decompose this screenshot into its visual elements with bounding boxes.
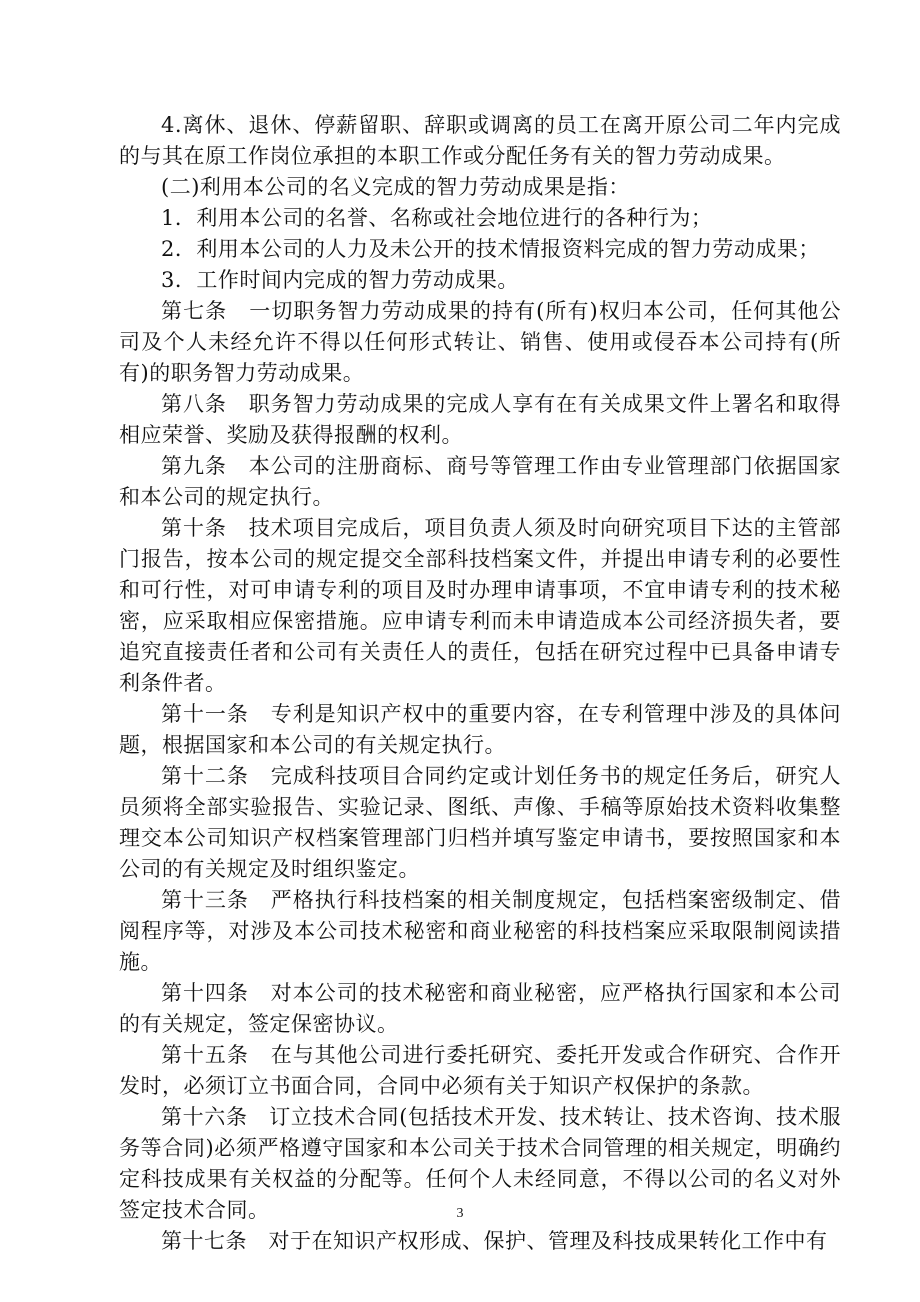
article-11: 第十一条 专利是知识产权中的重要内容，在专利管理中涉及的具体问题，根据国家和本公司的有关规定执行。 <box>119 702 841 757</box>
paragraph-item-3: 3．工作时间内完成的智力劳动成果。 <box>161 268 519 292</box>
paragraph-item-2: 2．利用本公司的人力及未公开的技术情报资料完成的智力劳动成果； <box>161 237 820 261</box>
document-body <box>119 110 841 1257</box>
article-15: 第十五条 在与其他公司进行委托研究、委托开发或合作研究、合作开发时，必须订立书面合同，合同中必须有关于知识产权保护的条款。 <box>119 1043 841 1098</box>
article-12: 第十二条 完成科技项目合同约定或计划任务书的规定任务后，研究人员须将全部实验报告、实验记录、图纸、声像、手稿等原始技术资料收集整理交本公司知识产权档案管理部门归档并填写鉴定申请书，要按照国家和本公司的有关规定及时组织鉴定。 <box>119 764 841 881</box>
paragraph-item-4: 4.离休、退休、停薪留职、辞职或调离的员工在离开原公司二年内完成的与其在原工作岗位承担的本职工作或分配任务有关的智力劳动成果。 <box>119 113 841 168</box>
article-14: 第十四条 对本公司的技术秘密和商业秘密，应严格执行国家和本公司的有关规定，签定保密协议。 <box>119 981 841 1036</box>
paragraph-item-1: 1．利用本公司的名誉、名称或社会地位进行的各种行为； <box>161 206 713 230</box>
article-8: 第八条 职务智力劳动成果的完成人享有在有关成果文件上署名和取得相应荣誉、奖励及获得报酬的权利。 <box>119 392 841 447</box>
article-9: 第九条 本公司的注册商标、商号等管理工作由专业管理部门依据国家和本公司的规定执行。 <box>119 454 841 509</box>
page-number: 3 <box>456 1206 464 1221</box>
article-16: 第十六条 订立技术合同(包括技术开发、技术转让、技术咨询、技术服务等合同)必须严格遵守国家和本公司关于技术合同管理的相关规定，明确约定科技成果有关权益的分配等。任何个人未经同意，不得以公司的名义对外签定技术合同。 <box>119 1105 841 1222</box>
article-7: 第七条 一切职务智力劳动成果的持有(所有)权归本公司，任何其他公司及个人未经允许不得以任何形式转让、销售、使用或侵吞本公司持有(所有)的职务智力劳动成果。 <box>119 299 841 385</box>
article-10: 第十条 技术项目完成后，项目负责人须及时向研究项目下达的主管部门报告，按本公司的规定提交全部科技档案文件，并提出申请专利的必要性和可行性，对可申请专利的项目及时办理申请事项，不宜申请专利的技术秘密，应采取相应保密措施。应申请专利而未申请造成本公司经济损失者，要追究直接责任者和公司有关责任人的责任，包括在研究过程中已具备申请专利条件者。 <box>119 516 841 695</box>
article-13: 第十三条 严格执行科技档案的相关制度规定，包括档案密级制定、借阅程序等，对涉及本公司技术秘密和商业秘密的科技档案应采取限制阅读措施。 <box>119 888 841 974</box>
paragraph-section-2-heading: (二)利用本公司的名义完成的智力劳动成果是指： <box>161 175 630 199</box>
article-17: 第十七条 对于在知识产权形成、保护、管理及科技成果转化工作中有 <box>161 1229 828 1253</box>
